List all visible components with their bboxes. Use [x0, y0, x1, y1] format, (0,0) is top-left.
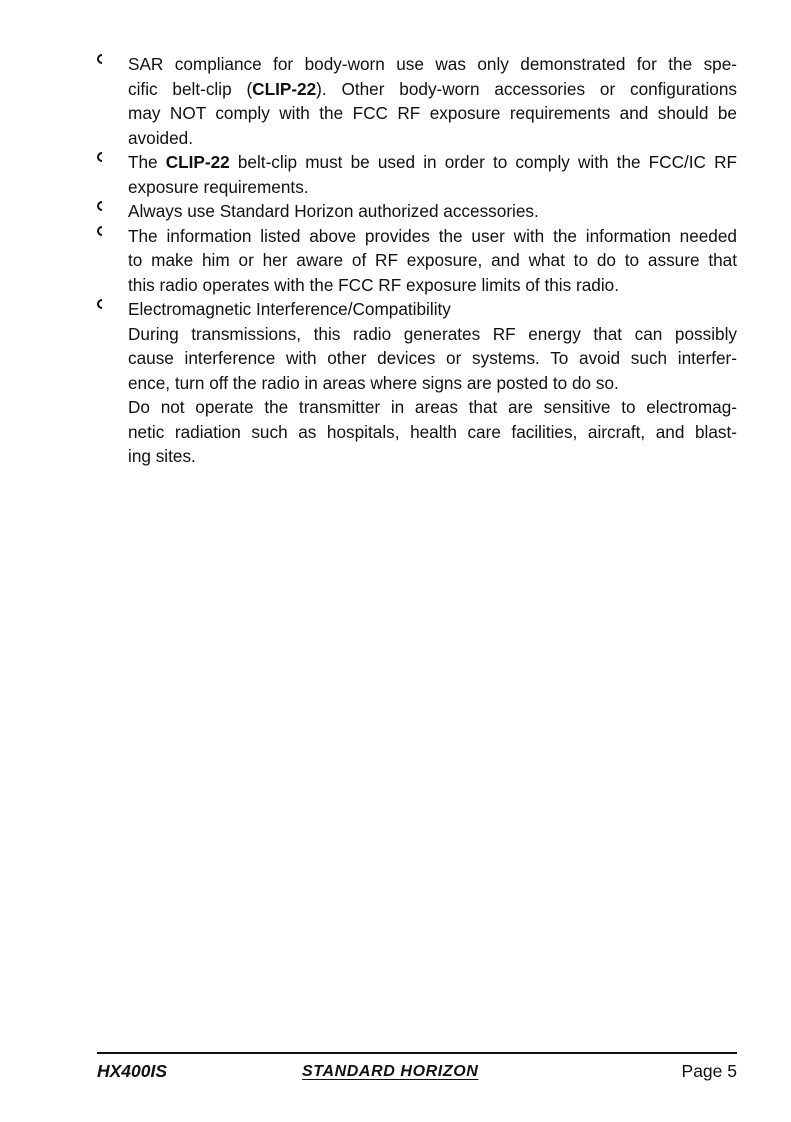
bullet-item-sar-compliance	[97, 52, 737, 150]
bullet-text	[128, 297, 737, 469]
bullet-text	[128, 199, 737, 224]
text-line: netic radiation such as hospitals, health care facilities, aircraft, and blast-	[128, 421, 737, 442]
clip-22-bold: CLIP-22	[165, 152, 230, 172]
text-line: avoided.	[128, 127, 193, 148]
text-line: this radio operates with the FCC RF exposure limits of this radio.	[128, 274, 619, 295]
text-line: ing sites.	[128, 446, 196, 466]
text-line: may NOT comply with the FCC RF exposure requirements and should be	[128, 103, 737, 123]
hollow-circle-bullet-icon	[97, 226, 107, 236]
bullet-item-rf-exposure-info	[97, 224, 737, 298]
text-line: exposure requirements.	[128, 176, 309, 197]
hollow-circle-bullet-icon	[97, 54, 107, 64]
footer-rule	[97, 1052, 737, 1054]
bullet-item-authorized-accessories	[97, 199, 737, 224]
bullet-item-electromagnetic-interference	[97, 297, 737, 469]
text-line: cause interference with other devices or systems. To avoid such interfer-	[128, 348, 737, 368]
bullet-text	[128, 150, 737, 199]
text-line: During transmissions, this radio generates RF energy that can possibly	[128, 323, 737, 344]
bullet-item-clip-22-required	[97, 150, 737, 199]
hollow-circle-bullet-icon	[97, 201, 107, 211]
section-heading: Electromagnetic Interference/Compatibility	[128, 299, 451, 319]
hollow-circle-bullet-icon	[97, 299, 107, 309]
footer-model-name: HX400IS	[97, 1061, 168, 1081]
text-line: to make him or her aware of RF exposure, and what to do to assure that	[128, 250, 737, 270]
text-line: ence, turn off the radio in areas where signs are posted to do so.	[128, 372, 619, 393]
hollow-circle-bullet-icon	[97, 152, 107, 162]
text-line: Always use Standard Horizon authorized accessories.	[128, 201, 539, 221]
bullet-text	[128, 52, 737, 150]
clip-22-bold: CLIP-22	[252, 78, 317, 99]
text-line: The CLIP-22 belt-clip must be used in order to comply with the FCC/IC RF	[128, 152, 737, 172]
footer-brand-logo: STANDARD HORIZON	[302, 1063, 479, 1080]
footer-page-number: Page 5	[681, 1061, 737, 1081]
text-line: Do not operate the transmitter in areas that are sensitive to electromag-	[128, 397, 737, 417]
text-line: SAR compliance for body-worn use was only demonstrated for the spe-	[128, 54, 737, 74]
text-line: cific belt-clip (CLIP-22). Other body-worn accessories or configurations	[128, 78, 737, 99]
text-line: The information listed above provides the user with the information needed	[128, 225, 737, 246]
bullet-text	[128, 224, 737, 298]
